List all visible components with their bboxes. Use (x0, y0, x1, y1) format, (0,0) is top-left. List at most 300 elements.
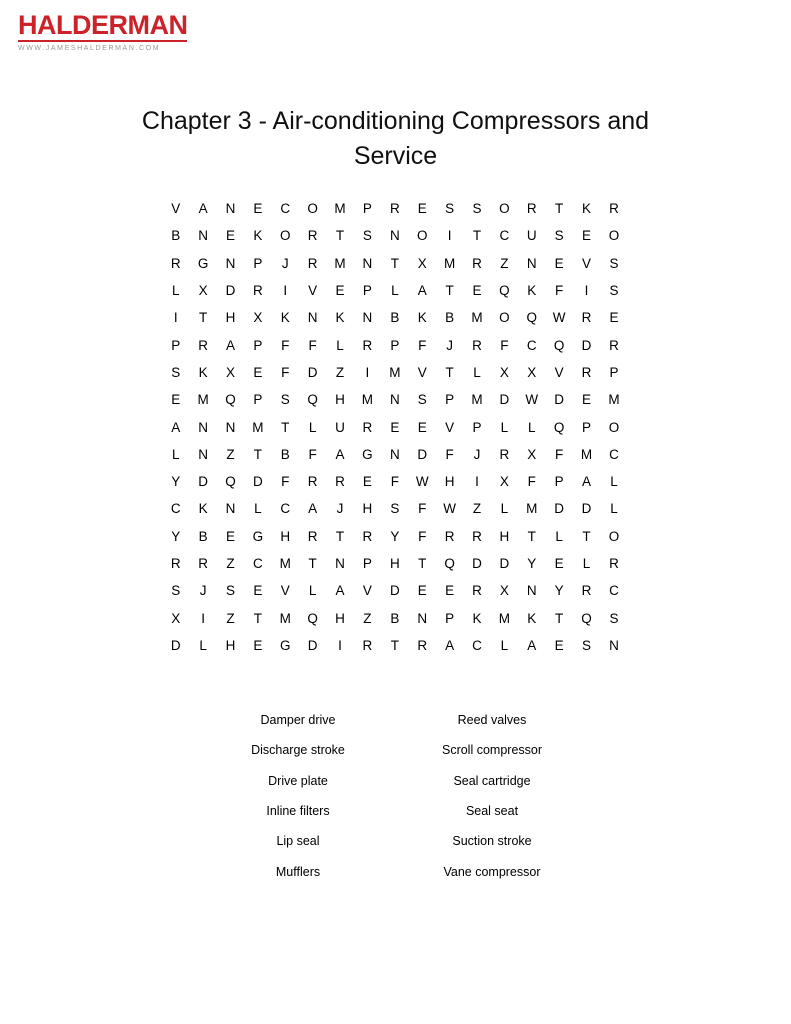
grid-letter: C (280, 201, 291, 217)
grid-letter: R (444, 528, 455, 544)
grid-letter: T (253, 446, 262, 462)
grid-letter: F (527, 474, 536, 490)
grid-letter: L (336, 337, 344, 353)
grid-letter: E (225, 528, 235, 544)
grid-letter: I (475, 474, 479, 490)
grid-letter: V (417, 364, 427, 380)
grid-letter: Q (225, 474, 236, 490)
grid-letter: R (389, 201, 400, 217)
word-list-item: Seal seat (465, 804, 519, 819)
grid-letter: I (283, 283, 288, 299)
grid-letter: S (554, 228, 564, 244)
grid-letter: Y (171, 528, 181, 544)
grid-letter: R (581, 583, 592, 599)
grid-letter: C (280, 501, 291, 517)
grid-letter: Q (581, 610, 592, 626)
grid-letter: S (609, 255, 619, 271)
grid-letter: N (198, 419, 208, 435)
grid-letter: S (171, 583, 181, 599)
grid-letter: T (445, 283, 454, 299)
grid-letter: L (500, 637, 509, 653)
grid-letter: X (253, 310, 263, 326)
grid-letter: E (253, 583, 263, 599)
grid-letter: W (443, 501, 456, 517)
grid-letter: V (445, 419, 455, 435)
grid-letter: V (582, 255, 592, 271)
grid-letter: M (608, 392, 620, 408)
grid-letter: L (610, 501, 618, 517)
grid-letter: J (446, 337, 453, 353)
grid-letter: E (171, 392, 181, 408)
grid-letter: N (609, 637, 619, 653)
grid-letter: M (498, 610, 510, 626)
grid-letter: N (225, 201, 236, 217)
grid-letter: X (499, 474, 509, 490)
grid-letter: P (362, 201, 372, 217)
grid-letter: J (473, 446, 481, 462)
grid-letter: N (198, 228, 208, 244)
grid-letter: E (582, 392, 592, 408)
grid-letter: R (472, 337, 482, 353)
grid-letter: R (307, 228, 318, 244)
grid-letter: Q (499, 283, 510, 299)
grid-letter: Q (307, 610, 318, 626)
grid-letter: B (280, 446, 290, 462)
grid-letter: L (171, 283, 180, 299)
grid-letter: N (526, 255, 537, 271)
grid-letter: P (445, 610, 455, 626)
grid-letter: B (171, 228, 181, 244)
grid-letter: E (253, 201, 263, 217)
grid-letter: T (527, 528, 536, 544)
grid-letter: H (335, 392, 345, 408)
grid-letter: P (253, 255, 263, 271)
grid-letter: R (581, 364, 592, 380)
grid-letter: R (499, 446, 510, 462)
grid-letter: M (443, 255, 456, 271)
grid-letter: L (528, 419, 536, 435)
word-list-item: Damper drive (260, 713, 336, 728)
grid-letter: R (472, 255, 482, 271)
grid-letter: D (225, 283, 236, 299)
grid-letter: T (555, 201, 564, 217)
grid-letter: R (307, 474, 318, 490)
grid-letter: U (335, 419, 345, 435)
grid-letter: Z (500, 255, 509, 271)
grid-letter: J (199, 583, 207, 599)
grid-letter: I (173, 310, 178, 326)
grid-letter: I (584, 283, 589, 299)
grid-letter: N (389, 392, 400, 408)
grid-letter: R (609, 201, 619, 217)
grid-letter: X (171, 610, 181, 626)
grid-letter: D (307, 364, 318, 380)
grid-letter: O (499, 310, 510, 326)
grid-letter: X (417, 255, 427, 271)
grid-letter: D (581, 337, 592, 353)
grid-letter: P (609, 364, 619, 380)
grid-letter: E (554, 556, 564, 571)
grid-letter: P (362, 556, 372, 571)
grid-letter: R (362, 337, 373, 353)
grid-letter: B (390, 310, 400, 326)
grid-letter: O (608, 228, 620, 244)
grid-letter: O (416, 228, 428, 244)
grid-letter: M (471, 310, 483, 326)
grid-letter: N (225, 255, 236, 271)
grid-letter: F (555, 446, 564, 462)
grid-letter: S (362, 228, 372, 244)
grid-letter: R (472, 528, 482, 544)
grid-letter: Y (527, 556, 537, 571)
grid-letter: X (499, 583, 509, 599)
grid-letter: S (280, 392, 290, 408)
grid-letter: M (361, 392, 374, 408)
page-title (0, 104, 791, 174)
grid-letter: J (281, 255, 289, 271)
grid-letter: R (307, 255, 318, 271)
grid-letter: E (253, 364, 263, 380)
grid-letter: P (445, 392, 455, 408)
grid-letter: V (554, 364, 564, 380)
grid-letter: D (472, 556, 482, 571)
grid-letter: S (609, 610, 619, 626)
grid-letter: M (334, 201, 346, 217)
grid-letter: Z (472, 501, 482, 517)
grid-letter: C (526, 337, 537, 353)
grid-letter: C (472, 637, 482, 653)
grid-letter: A (308, 501, 318, 517)
grid-letter: N (307, 310, 318, 326)
grid-letter: I (365, 364, 370, 380)
grid-letter: A (527, 637, 537, 653)
grid-letter: F (308, 337, 317, 353)
grid-letter: Y (390, 528, 400, 544)
grid-letter: Z (226, 610, 235, 626)
grid-letter: T (335, 528, 345, 544)
grid-letter: P (362, 283, 372, 299)
grid-letter: Z (363, 610, 372, 626)
grid-letter: E (445, 583, 455, 599)
word-list-item: Seal cartridge (453, 773, 531, 788)
grid-letter: F (418, 501, 427, 517)
grid-letter: W (552, 310, 566, 326)
grid-letter: I (201, 610, 205, 626)
grid-letter: N (389, 228, 400, 244)
grid-letter: C (170, 501, 181, 517)
word-list-item: Drive plate (268, 773, 328, 788)
grid-letter: A (445, 637, 455, 653)
grid-letter: G (280, 637, 291, 653)
grid-letter: O (608, 419, 620, 435)
word-list-item: Vane compressor (443, 864, 541, 879)
grid-letter: X (499, 364, 509, 380)
grid-letter: F (500, 337, 509, 353)
grid-letter: L (254, 501, 262, 517)
grid-letter: S (472, 201, 482, 217)
grid-letter: V (280, 583, 290, 599)
grid-letter: R (335, 474, 345, 490)
grid-letter: X (527, 364, 537, 380)
grid-letter: L (308, 583, 317, 599)
grid-letter: T (418, 556, 427, 571)
grid-letter: D (554, 501, 565, 517)
grid-letter: H (444, 474, 455, 490)
grid-letter: M (197, 392, 209, 408)
grid-letter: Q (526, 310, 538, 326)
grid-letter: C (609, 583, 619, 599)
grid-letter: D (389, 583, 400, 599)
grid-letter: S (390, 501, 400, 517)
grid-letter: T (198, 310, 208, 326)
grid-letter: Q (307, 392, 318, 408)
grid-letter: O (608, 528, 620, 544)
grid-letter: B (390, 610, 400, 626)
grid-letter: T (253, 610, 262, 626)
grid-letter: M (526, 501, 538, 517)
grid-letter: D (198, 474, 208, 490)
grid-letter: H (499, 528, 510, 544)
grid-letter: N (362, 255, 373, 271)
grid-letter: M (471, 392, 483, 408)
grid-letter: N (335, 556, 345, 571)
grid-letter: D (554, 392, 565, 408)
grid-letter: Z (226, 446, 235, 462)
grid-letter: S (445, 201, 455, 217)
grid-letter: E (417, 583, 427, 599)
grid-letter: K (527, 610, 537, 626)
grid-letter: O (280, 228, 291, 244)
grid-letter: T (308, 556, 317, 571)
grid-letter: M (252, 419, 264, 435)
grid-letter: R (609, 337, 619, 353)
grid-letter: M (279, 610, 291, 626)
grid-letter: T (335, 228, 345, 244)
grid-letter: E (390, 419, 400, 435)
grid-letter: T (555, 610, 564, 626)
grid-letter: C (499, 228, 510, 244)
grid-letter: S (609, 283, 619, 299)
grid-letter: O (499, 201, 510, 217)
grid-letter: B (445, 310, 455, 326)
grid-letter: Y (171, 474, 181, 490)
word-list-item: Discharge stroke (251, 743, 345, 758)
grid-letter: N (225, 419, 236, 435)
grid-letter: D (417, 446, 428, 462)
grid-letter: A (582, 474, 592, 490)
grid-letter: R (609, 556, 619, 571)
grid-letter: S (171, 364, 181, 380)
grid-letter: R (362, 419, 373, 435)
grid-letter: E (417, 201, 427, 217)
grid-letter: E (472, 283, 482, 299)
grid-letter: N (362, 310, 373, 326)
grid-letter: T (445, 364, 454, 380)
grid-letter: L (171, 446, 180, 462)
grid-letter: O (307, 201, 318, 217)
grid-letter: H (225, 310, 236, 326)
grid-letter: F (390, 474, 399, 490)
grid-letter: L (391, 283, 399, 299)
grid-letter: R (170, 556, 181, 571)
grid-letter: K (582, 201, 592, 217)
grid-letter: R (417, 637, 428, 653)
grid-letter: L (199, 637, 207, 653)
grid-letter: M (580, 446, 593, 462)
grid-letter: F (281, 337, 290, 353)
grid-letter: K (253, 228, 263, 244)
grid-letter: K (472, 610, 482, 626)
word-list (201, 705, 589, 887)
grid-letter: R (170, 255, 181, 271)
page-title-text: Chapter 3 - Air-conditioning Compressors and Service (141, 107, 650, 170)
grid-letter: A (225, 337, 235, 353)
grid-letter: K (198, 501, 208, 517)
grid-letter: P (554, 474, 564, 490)
grid-letter: E (582, 228, 592, 244)
grid-letter: V (171, 201, 181, 217)
grid-letter: P (390, 337, 400, 353)
grid-letter: F (281, 474, 290, 490)
grid-letter: F (418, 337, 427, 353)
grid-letter: R (526, 201, 537, 217)
grid-letter: T (472, 228, 482, 244)
grid-letter: D (252, 474, 263, 490)
grid-letter: L (500, 419, 509, 435)
grid-letter: D (170, 637, 181, 653)
grid-letter: M (389, 364, 401, 380)
grid-letter: J (336, 501, 344, 517)
grid-letter: Q (553, 419, 565, 435)
grid-letter: T (281, 419, 290, 435)
grid-letter: N (389, 446, 400, 462)
grid-letter: M (334, 255, 346, 271)
grid-letter: L (500, 501, 509, 517)
grid-letter: Y (554, 583, 564, 599)
grid-letter: F (445, 446, 454, 462)
grid-letter: P (253, 392, 263, 408)
grid-letter: X (527, 446, 537, 462)
grid-letter: R (198, 337, 208, 353)
grid-letter: Z (226, 556, 235, 571)
grid-letter: R (307, 528, 318, 544)
grid-letter: D (307, 637, 318, 653)
grid-letter: F (308, 446, 317, 462)
grid-letter: K (198, 364, 208, 380)
grid-letter: L (610, 474, 618, 490)
grid-letter: K (280, 310, 290, 326)
grid-letter: E (609, 310, 619, 326)
grid-letter: T (390, 255, 399, 271)
grid-letter: F (555, 283, 564, 299)
grid-letter: D (499, 392, 510, 408)
grid-letter: G (252, 528, 264, 544)
grid-letter: W (525, 392, 539, 408)
grid-letter: U (526, 228, 537, 244)
grid-letter: F (418, 528, 427, 544)
grid-letter: R (362, 528, 373, 544)
grid-letter: W (415, 474, 429, 490)
grid-letter: A (417, 283, 427, 299)
halderman-logo (18, 12, 187, 52)
grid-letter: A (335, 583, 345, 599)
word-list-item: Suction stroke (452, 834, 532, 849)
grid-letter: E (554, 637, 564, 653)
grid-letter: T (582, 528, 591, 544)
word-search-grid (162, 195, 628, 659)
grid-letter: C (609, 446, 619, 462)
grid-letter: X (198, 283, 208, 299)
word-list-item: Mufflers (275, 864, 321, 879)
grid-letter: H (225, 637, 236, 653)
logo-url: WWW.JAMESHALDERMAN.COM (18, 45, 161, 52)
grid-letter: R (252, 283, 263, 299)
grid-letter: F (281, 364, 290, 380)
grid-letter: L (582, 556, 591, 571)
grid-letter: S (225, 583, 235, 599)
word-list-item: Reed valves (457, 713, 527, 728)
grid-letter: V (308, 283, 318, 299)
grid-letter: N (417, 610, 428, 626)
word-list-left (201, 705, 395, 887)
grid-letter: I (447, 228, 452, 244)
grid-letter: P (171, 337, 181, 353)
word-list-item: Inline filters (266, 804, 330, 819)
grid-letter: D (499, 556, 510, 571)
grid-letter: G (197, 255, 209, 271)
grid-letter: G (362, 446, 373, 462)
grid-letter: L (555, 528, 563, 544)
grid-letter: H (335, 610, 345, 626)
grid-letter: E (554, 255, 564, 271)
grid-letter: H (389, 556, 400, 571)
word-list-item: Lip seal (276, 834, 320, 849)
grid-letter: Q (225, 392, 236, 408)
grid-letter: A (171, 419, 181, 435)
grid-letter: S (417, 392, 427, 408)
grid-letter: R (362, 637, 373, 653)
grid-letter: M (279, 556, 291, 571)
grid-letter: N (198, 446, 208, 462)
word-list-right (395, 705, 589, 887)
grid-letter: P (253, 337, 263, 353)
logo-text: HALDERMAN (18, 10, 188, 40)
grid-letter: E (253, 637, 263, 653)
grid-letter: E (225, 228, 235, 244)
grid-letter: S (582, 637, 592, 653)
grid-letter: K (527, 283, 537, 299)
grid-letter: P (472, 419, 482, 435)
grid-letter: Q (553, 337, 565, 353)
grid-letter: E (335, 283, 345, 299)
grid-letter: B (198, 528, 208, 544)
grid-letter: L (473, 364, 481, 380)
grid-letter: D (581, 501, 592, 517)
grid-letter: X (225, 364, 235, 380)
word-list-item: Scroll compressor (441, 743, 543, 758)
grid-letter: V (362, 583, 372, 599)
grid-letter: H (362, 501, 373, 517)
grid-letter: H (280, 528, 291, 544)
grid-letter: C (252, 556, 263, 571)
grid-letter: E (362, 474, 372, 490)
grid-letter: K (417, 310, 427, 326)
grid-letter: A (335, 446, 345, 462)
grid-letter: E (417, 419, 427, 435)
grid-letter: R (198, 556, 208, 571)
grid-letter: L (308, 419, 317, 435)
grid-letter: I (338, 637, 342, 653)
